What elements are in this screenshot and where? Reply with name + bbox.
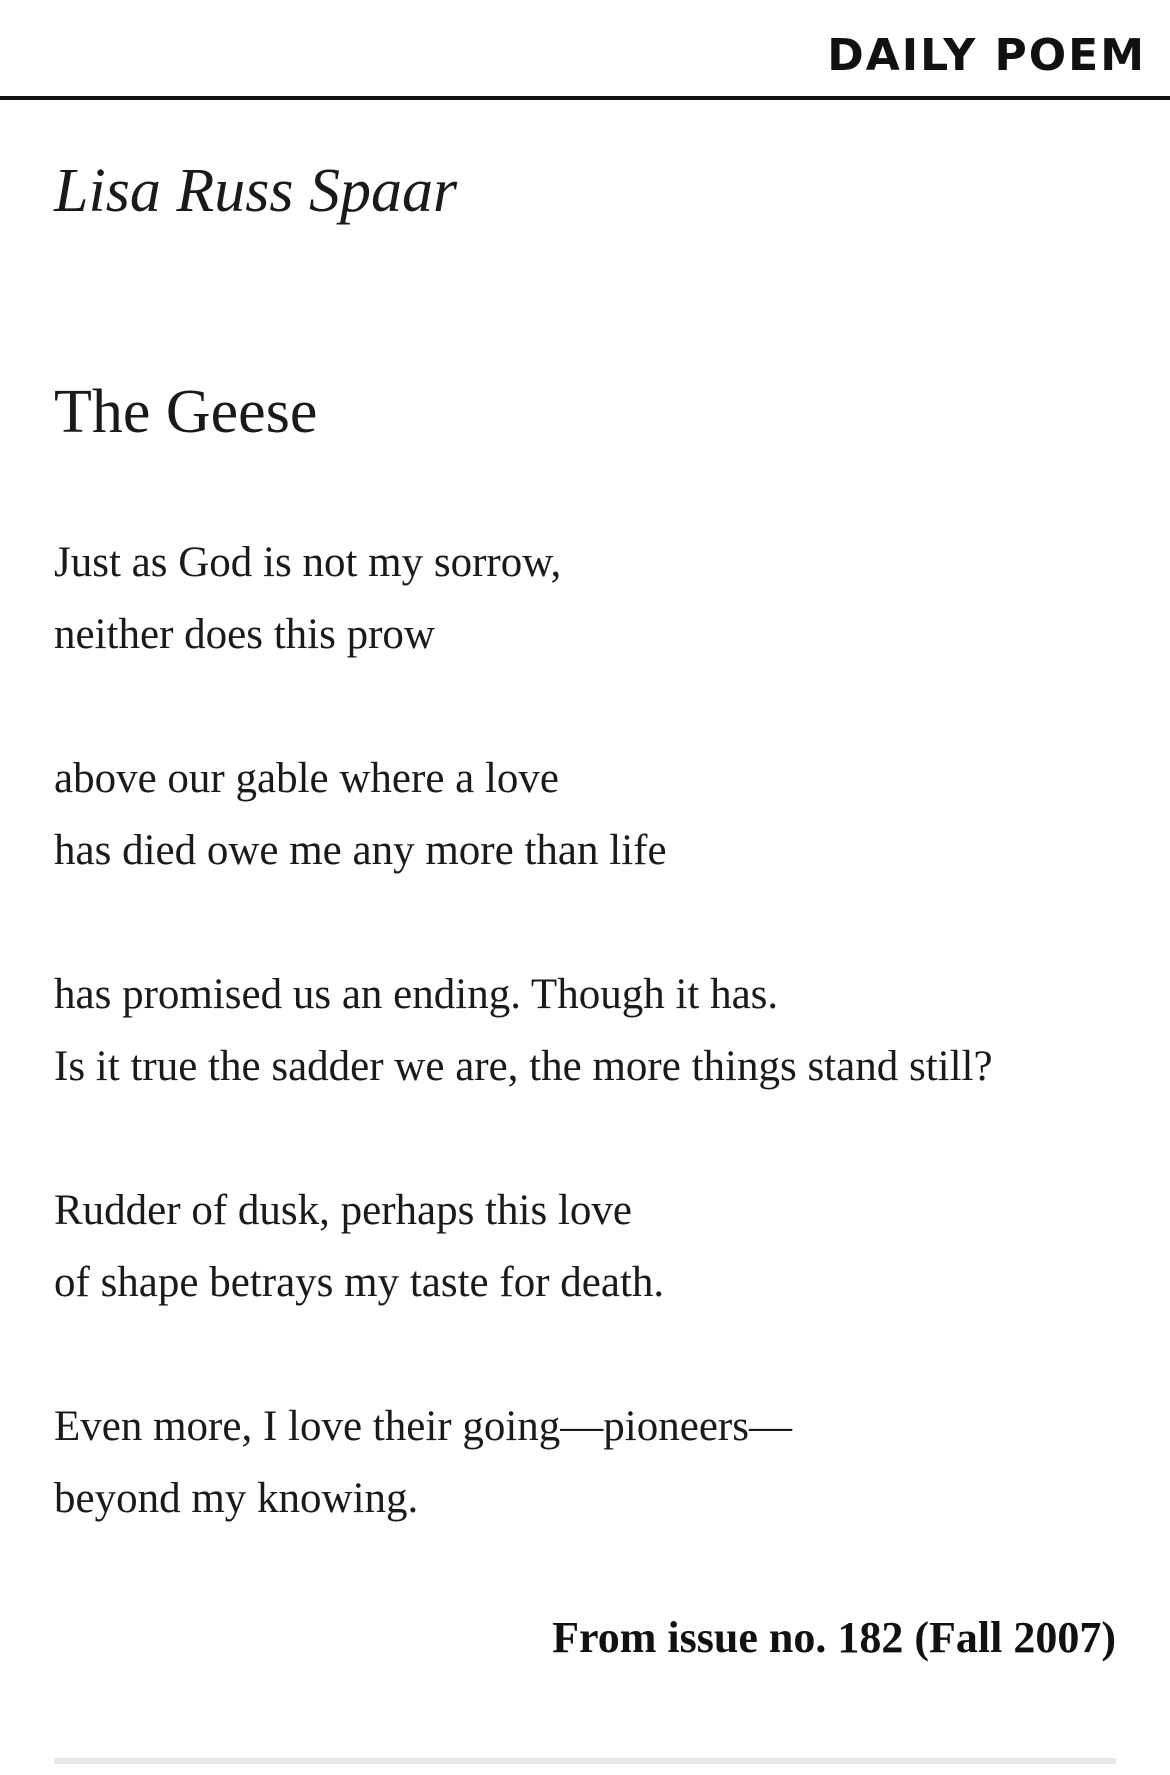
stanza-3	[54, 959, 1134, 1103]
divider	[54, 1758, 1116, 1764]
poem-body	[54, 527, 1134, 1607]
issue-source-link[interactable]: From issue no. 182 (Fall 2007)	[552, 1613, 1116, 1662]
poem-line: neither does this prow	[54, 611, 435, 658]
poem-line: Rudder of dusk, perhaps this love	[54, 1187, 633, 1234]
stanza-5	[54, 1391, 1134, 1535]
stanza-1	[54, 527, 1134, 671]
poem-title: The Geese	[54, 378, 318, 446]
poem-line: above our gable where a love	[54, 755, 560, 802]
poem-line: has died owe me any more than life	[54, 827, 667, 874]
poem-line: Just as God is not my sorrow,	[54, 539, 562, 586]
poem-line: has promised us an ending. Though it has.	[54, 971, 779, 1018]
poem-line: beyond my knowing.	[54, 1475, 419, 1522]
poem-line: Is it true the sadder we are, the more things stand still?	[54, 1043, 993, 1090]
poem-author[interactable]: Lisa Russ Spaar	[54, 157, 458, 225]
poem-line: of shape betrays my taste for death.	[54, 1259, 665, 1306]
poem-line: Even more, I love their going—pioneers—	[54, 1403, 792, 1450]
stanza-4	[54, 1175, 1134, 1319]
page-header	[0, 0, 1170, 100]
stanza-2	[54, 743, 1134, 887]
section-label[interactable]: DAILY POEM	[827, 30, 1146, 81]
